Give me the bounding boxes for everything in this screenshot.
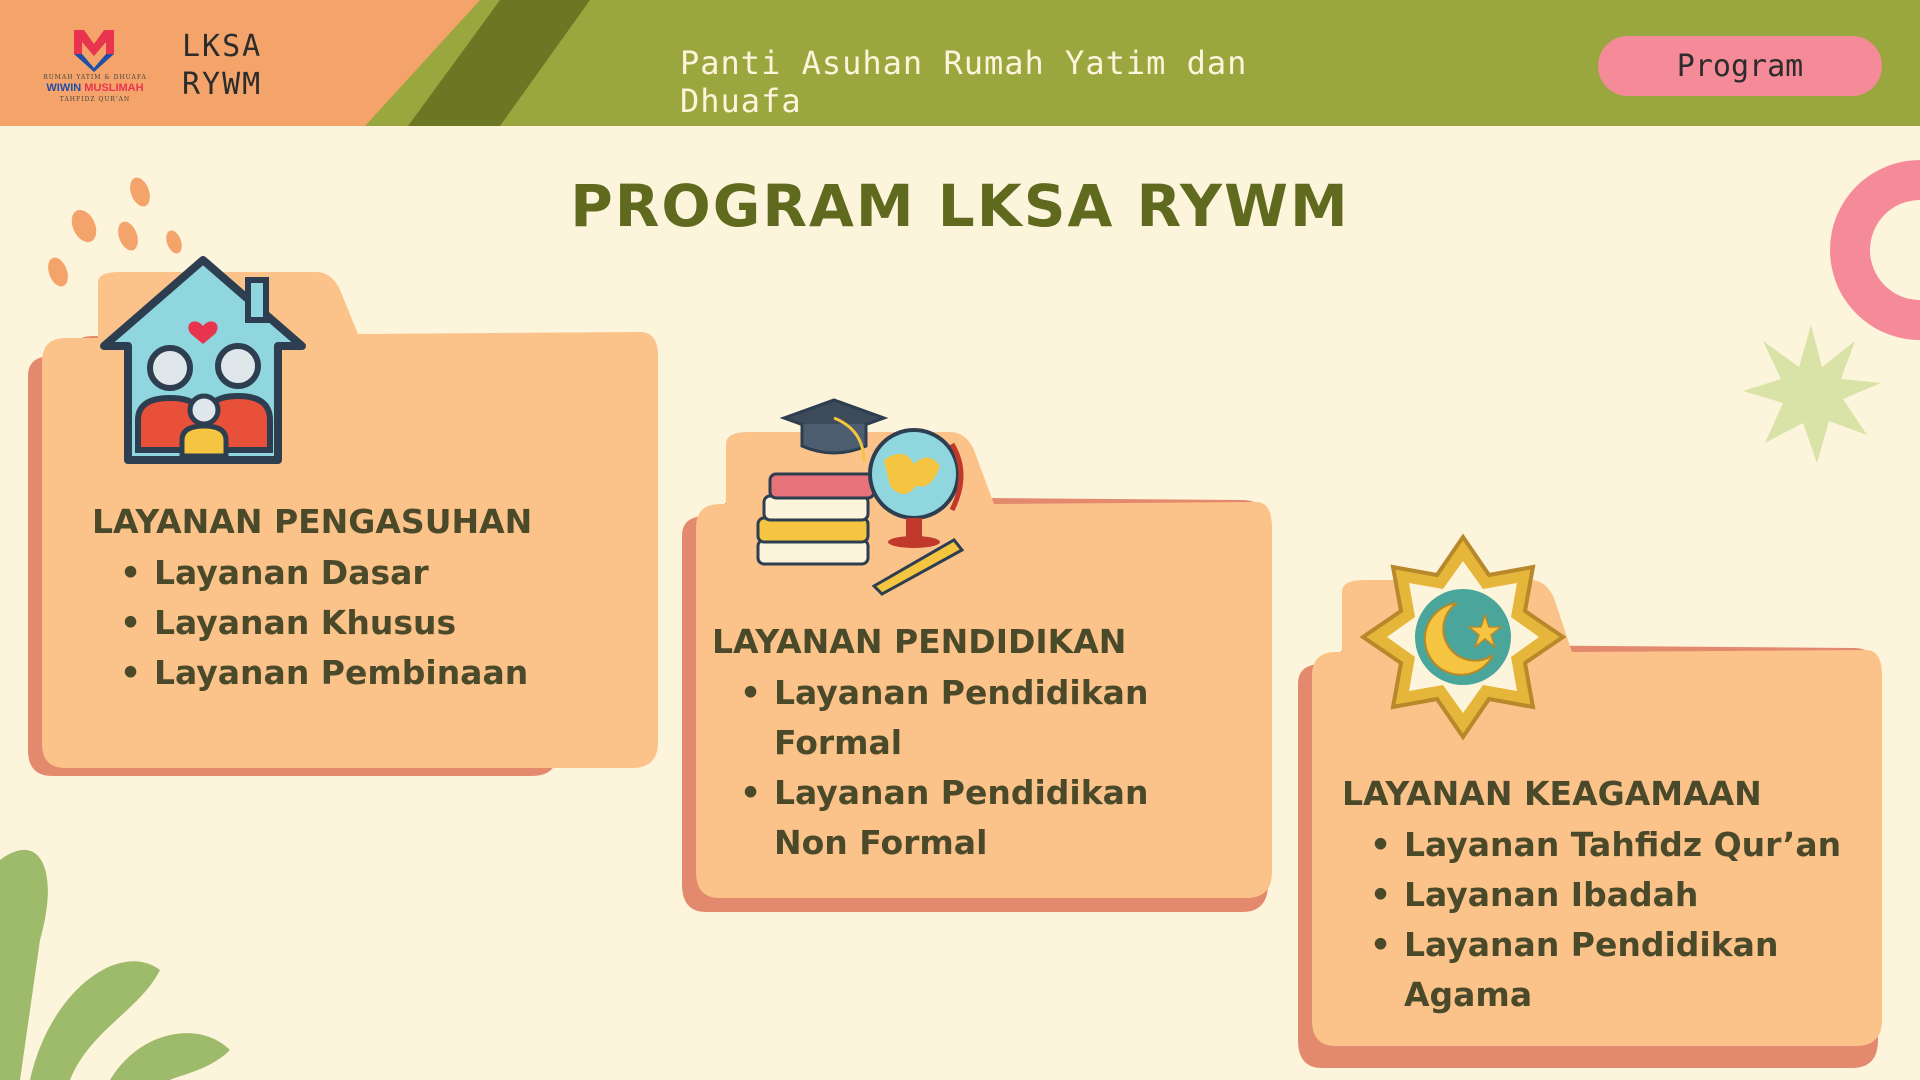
list-item: • Layanan Pendidikan Non Formal [712,768,1232,868]
list-item: • Layanan Pendidikan Agama [1342,920,1862,1020]
card-heading: LAYANAN PENGASUHAN [92,502,533,541]
logo [36,26,154,106]
family-house-icon [88,250,318,480]
list-item: • Layanan Pendidikan Formal [712,668,1232,768]
logo-tagline-bottom: TAHFIDZ QUR'AN [59,96,131,103]
list-item: • Layanan Khusus [92,598,612,648]
card-pengasuhan [28,272,658,802]
page-title: PROGRAM LKSA RYWM [570,172,1350,240]
list-item: • Layanan Tahfidz Qur’an [1342,820,1862,870]
logo-mark-icon [70,26,118,72]
card-list [712,668,1232,868]
list-item: • Layanan Dasar [92,548,612,598]
education-books-globe-icon [744,390,974,600]
card-heading: LAYANAN PENDIDIKAN [712,622,1127,661]
program-button[interactable]: Program [1598,36,1882,96]
islamic-crescent-star-icon [1358,532,1568,742]
leaf-decoration-icon [0,820,300,1080]
list-item: • Layanan Ibadah [1342,870,1862,920]
card-heading: LAYANAN KEAGAMAAN [1342,774,1762,813]
list-item: • Layanan Pembinaan [92,648,612,698]
logo-tagline-top: RUMAH YATIM & DHUAFA [43,74,147,81]
brand-line-2: RYWM [182,67,263,102]
card-list [92,548,612,698]
card-list [1342,820,1862,1020]
star-burst-decoration-icon [1738,320,1884,466]
logo-word-muslimah: MUSLIMAH [84,82,144,94]
card-keagamaan [1298,580,1882,1070]
card-pendidikan [682,432,1272,922]
logo-word-wiwin: WIWIN [46,82,82,94]
logo-wordmark [36,82,154,94]
brand-name [182,28,262,104]
header-title: Panti Asuhan Rumah Yatim dan Dhuafa [680,44,1248,120]
brand-line-1: LKSA [182,29,263,64]
